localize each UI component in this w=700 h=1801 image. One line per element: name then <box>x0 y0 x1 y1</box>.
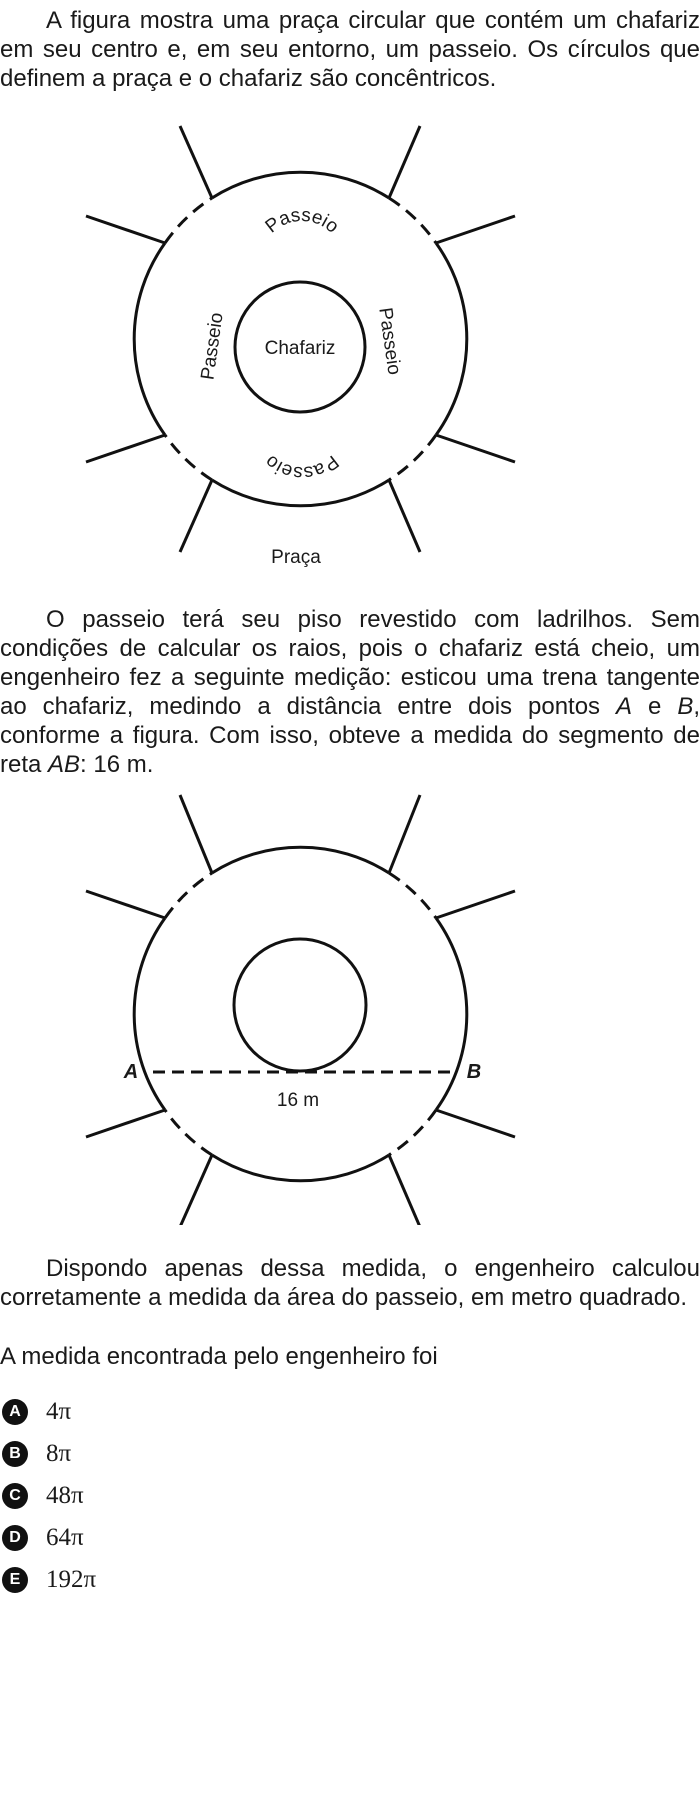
option-b[interactable] <box>0 1438 71 1470</box>
svg-text:Passeio <box>262 205 343 238</box>
option-c[interactable] <box>0 1480 84 1512</box>
question-stem: A medida encontrada pelo engenheiro foi <box>0 1343 438 1370</box>
option-d-text: 64π <box>46 1524 84 1551</box>
chafariz-label: Chafariz <box>264 338 336 359</box>
option-e[interactable] <box>0 1564 96 1596</box>
plaza-outer-circle-2 <box>134 847 467 1180</box>
measure-label: 16 m <box>276 1090 320 1111</box>
plaza-figure <box>0 120 700 580</box>
access-paths-2 <box>86 795 515 1225</box>
option-a[interactable] <box>0 1396 71 1428</box>
passeio-label-top: Passeio <box>261 204 343 238</box>
passeio-label-right: Passeio <box>374 306 405 377</box>
conclusion-paragraph: Dispondo apenas dessa medida, o engenheiro calculou corretamente a medida da área do passeio, em metro quadrado. <box>0 1255 700 1311</box>
option-b-letter: B <box>2 1441 28 1467</box>
praca-label: Praça <box>271 547 321 568</box>
option-a-letter: A <box>2 1399 28 1425</box>
chord-figure <box>0 785 700 1225</box>
option-a-text: 4π <box>46 1398 72 1425</box>
option-b-text: 8π <box>46 1440 72 1467</box>
option-c-text: 48π <box>46 1482 84 1509</box>
passeio-label-left: Passeio <box>197 311 228 382</box>
intro-paragraph: A figura mostra uma praça circular que contém um chafariz em seu centro e, em seu entorno, um passeio. Os círculos que definem a praça e o chafariz são concêntricos. <box>0 7 700 92</box>
option-d[interactable] <box>0 1522 84 1554</box>
measurement-paragraph: O passeio terá seu piso revestido com ladrilhos. Sem condições de calcular os raios, pois o chafariz está cheio, um engenheiro fez a seguinte medição: esticou uma trena tangente ao chafariz, medindo a distância entre dois pontos A e B, conforme a figura. Com isso, obteve a medida do segmento de reta AB: 16 m. <box>0 606 700 778</box>
svg-text:Passeio <box>261 451 342 484</box>
option-e-text: 192π <box>46 1566 97 1593</box>
option-d-letter: D <box>2 1525 28 1551</box>
point-B-label: B <box>466 1061 482 1083</box>
passeio-label-bottom: Passeio <box>261 450 343 484</box>
fountain-circle-2 <box>234 939 366 1071</box>
point-A-label: A <box>123 1061 139 1083</box>
option-c-letter: C <box>2 1483 28 1509</box>
option-e-letter: E <box>2 1567 28 1593</box>
